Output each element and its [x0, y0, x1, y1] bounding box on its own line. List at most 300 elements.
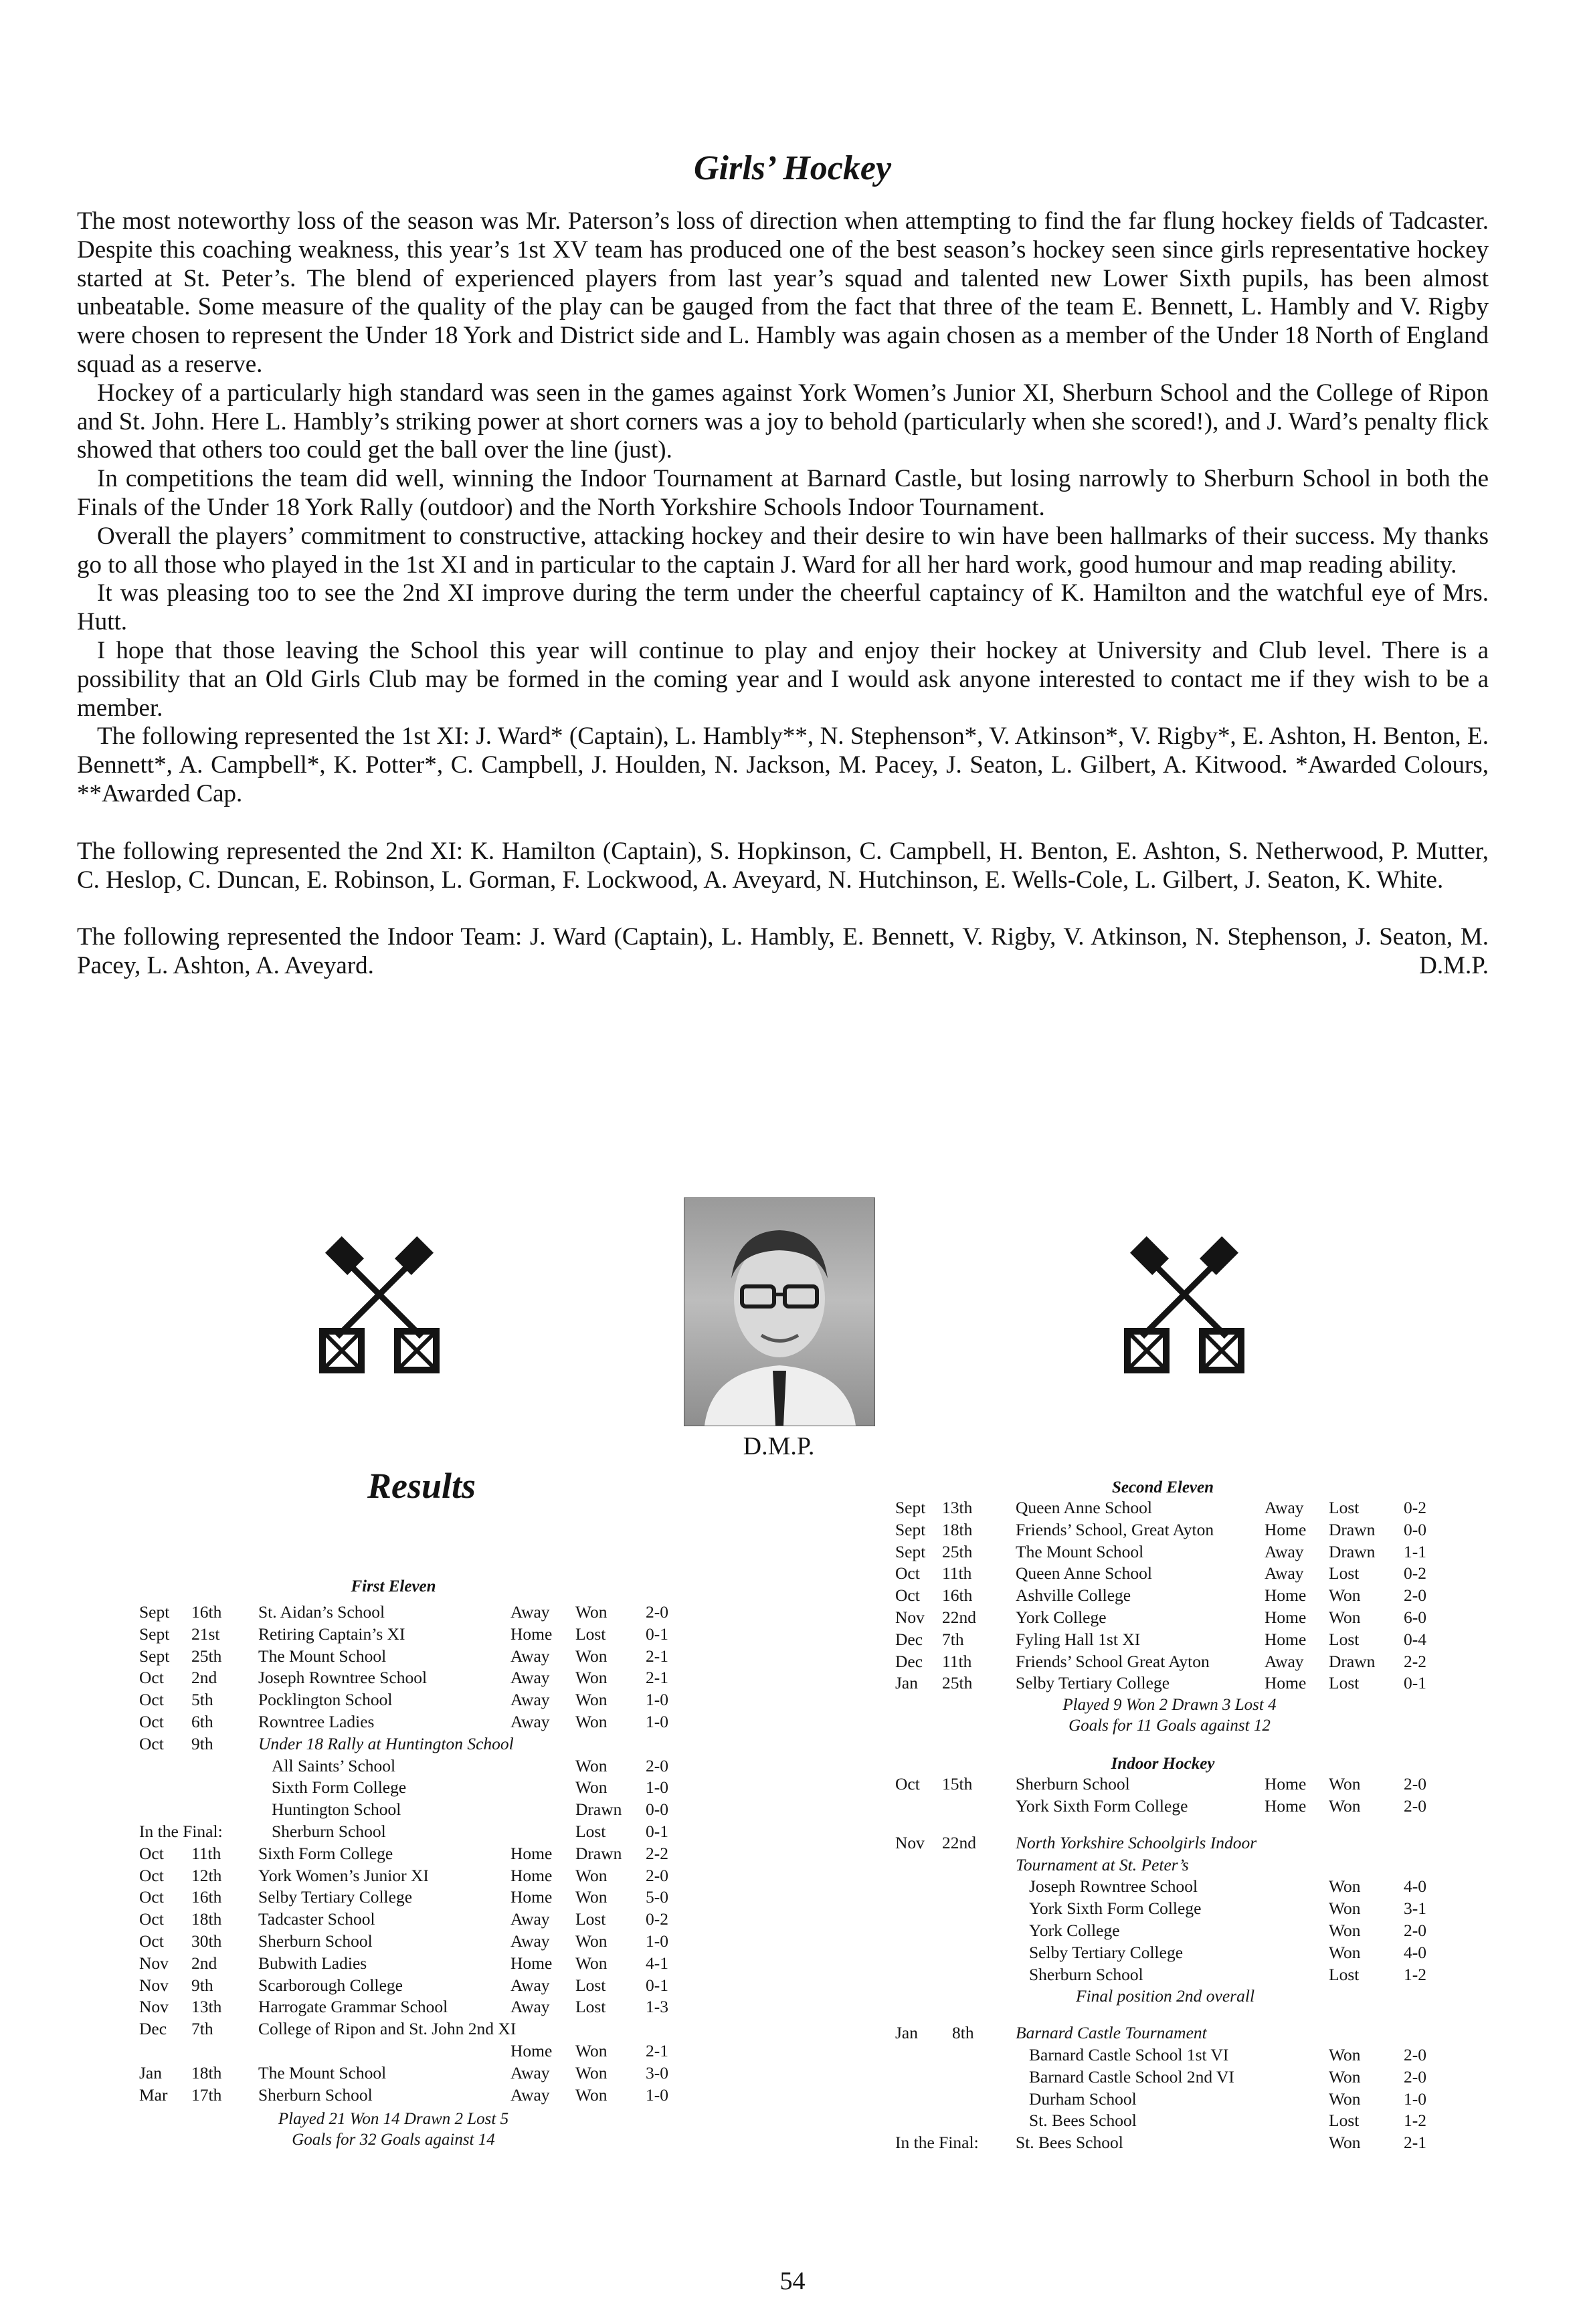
result: Won: [575, 1690, 608, 1710]
venue: Home: [510, 2040, 553, 2060]
venue: Away: [1265, 1563, 1304, 1583]
day: 11th: [191, 1843, 221, 1863]
month: Jan: [895, 2023, 918, 2043]
paragraph-indoor-team: [77, 923, 1489, 981]
venue: Away: [510, 1668, 550, 1688]
day: 12th: [191, 1865, 222, 1885]
venue: Away: [1265, 1498, 1304, 1517]
month: Oct: [139, 1690, 164, 1710]
first-eleven-summary-played: Played 21 Won 14 Drawn 2 Lost 5: [278, 2110, 509, 2129]
month: Oct: [139, 1909, 164, 1929]
day: 30th: [191, 1931, 222, 1951]
venue: Away: [510, 2062, 550, 2083]
photo-caption: D.M.P.: [743, 1432, 815, 1460]
second-eleven-summary-played: Played 9 Won 2 Drawn 3 Lost 4: [1062, 1696, 1277, 1715]
result: Won: [1329, 1585, 1361, 1606]
day: 8th: [952, 2023, 974, 2043]
score: 1-0: [646, 1690, 668, 1710]
venue: Home: [1265, 1519, 1307, 1539]
paragraph: Hockey of a particularly high standard was seen in the games against York Women’s Junior XI, Sherburn School and the College of Ripon and St. John. Here L. Hambly’s striking power at short corners was a joy to behold (particularly when she scored!), and J. Ward’s penalty flick showed that others too could get the ball over the line (just).: [77, 379, 1489, 464]
score: 0-1: [646, 1821, 668, 1841]
page-number: 54: [779, 2267, 806, 2295]
table-row: [139, 1602, 674, 1624]
venue: Home: [1265, 1774, 1307, 1794]
opponent: St. Bees School: [1016, 2133, 1123, 2153]
month: Sept: [139, 1602, 170, 1622]
day: 18th: [191, 2062, 222, 2083]
score: 1-0: [646, 1931, 668, 1951]
score: 2-1: [646, 2040, 668, 2060]
paragraph: It was pleasing too to see the 2nd XI improve during the term under the cheerful captaincy of K. Hamilton and the watchful eye of Mrs. Hutt.: [77, 579, 1489, 636]
table-row: [895, 1773, 1471, 1796]
month: Oct: [139, 1843, 164, 1863]
result: Won: [575, 2040, 608, 2060]
opponent: Fyling Hall 1st XI: [1016, 1629, 1141, 1649]
table-row: [139, 1843, 674, 1865]
indoor-team-text: The following represented the Indoor Team: J. Ward (Captain), L. Hambly, E. Bennett, V. Rigby, V. Atkinson, N. Stephenson, J. Seaton, M. Pacey, L. Ashton, A. Aveyard.: [77, 923, 1489, 980]
table-row: [895, 2066, 1471, 2089]
venue: Away: [510, 1997, 550, 2017]
table-row: [139, 1667, 674, 1689]
score: 2-0: [1404, 1920, 1426, 1940]
barnard-rows: [895, 2044, 1471, 2132]
opponent: Selby Tertiary College: [1029, 1942, 1184, 1962]
table-row: [139, 2085, 674, 2107]
final-position: Final position 2nd overall: [1076, 1986, 1255, 2006]
day: 22nd: [942, 1607, 976, 1627]
table-row: [139, 1865, 674, 1887]
opponent: Friends’ School, Great Ayton: [1016, 1519, 1214, 1539]
north-yorks-final-position: [895, 1986, 1471, 2008]
paragraph: In competitions the team did well, winning the Indoor Tournament at Barnard Castle, but losing narrowly to Sherburn School in both the Finals of the Under 18 York Rally (outdoor) and the North Yorkshire Schools Indoor Tournament.: [77, 465, 1489, 521]
portrait-photo: [684, 1197, 875, 1426]
opponent: St. Aidan’s School: [258, 1602, 385, 1622]
north-yorks-rows: [895, 1876, 1471, 1986]
table-row: [895, 1876, 1471, 1898]
table-row: [139, 2040, 674, 2062]
indoor-hockey-heading: Indoor Hockey: [1111, 1755, 1215, 1773]
result: Won: [1329, 1876, 1361, 1897]
score: 1-0: [646, 2085, 668, 2105]
opponent: The Mount School: [1016, 1541, 1144, 1561]
score: 1-2: [1404, 1964, 1426, 1984]
result: Lost: [575, 1975, 606, 1995]
day: 7th: [191, 2019, 213, 2039]
opponent: York Sixth Form College: [1016, 1796, 1188, 1816]
table-row: [139, 1755, 674, 1777]
score: 1-3: [646, 1997, 668, 2017]
day: 18th: [942, 1519, 973, 1539]
table-row: [139, 1777, 674, 1799]
venue: Home: [1265, 1585, 1307, 1606]
score: 2-0: [1404, 1774, 1426, 1794]
opponent: Joseph Rowntree School: [258, 1668, 428, 1688]
table-row: [895, 1519, 1471, 1541]
venue: Away: [510, 1975, 550, 1995]
opponent: St. Bees School: [1029, 2111, 1137, 2131]
result: Won: [575, 1602, 608, 1622]
month: Jan: [139, 2062, 162, 2083]
opponent: Pocklington School: [258, 1690, 393, 1710]
score: 2-0: [1404, 1585, 1426, 1606]
table-row: [139, 1646, 674, 1668]
opponent: Sherburn School: [258, 2085, 373, 2105]
day: 11th: [942, 1651, 972, 1671]
first-eleven-rows: [139, 1602, 674, 2106]
month: Oct: [895, 1563, 920, 1583]
venue: Away: [510, 1646, 550, 1666]
opponent: Queen Anne School: [1016, 1563, 1152, 1583]
score: 0-1: [646, 1624, 668, 1644]
month: Mar: [139, 2085, 168, 2105]
table-row: [895, 1563, 1471, 1585]
month: Oct: [139, 1931, 164, 1951]
month: Sept: [895, 1519, 926, 1539]
month: Dec: [139, 2019, 167, 2039]
month: Nov: [895, 1832, 925, 1852]
portrait-figure: [684, 1198, 874, 1426]
result: Won: [575, 1646, 608, 1666]
table-row: [139, 1733, 674, 1755]
opponent: Harrogate Grammar School: [258, 1997, 448, 2017]
second-eleven-summary-goals: Goals for 11 Goals against 12: [1068, 1717, 1271, 1735]
month: Oct: [895, 1774, 920, 1794]
result: Won: [1329, 2089, 1361, 2109]
crossed-keys-emblem-right: [1107, 1231, 1261, 1385]
result: Won: [1329, 2133, 1361, 2153]
opponent: Bubwith Ladies: [258, 1953, 367, 1973]
day: 2nd: [191, 1953, 217, 1973]
score: 0-2: [646, 1909, 668, 1929]
month: Dec: [895, 1629, 923, 1649]
indoor-hockey-rows: [895, 1773, 1471, 1818]
month: Sept: [139, 1646, 170, 1666]
score: 2-2: [646, 1843, 668, 1863]
opponent: Selby Tertiary College: [258, 1887, 413, 1907]
table-row: [139, 1996, 674, 2018]
opponent: York Sixth Form College: [1029, 1899, 1202, 1919]
opponent: Sherburn School: [258, 1931, 373, 1951]
table-row: [139, 2062, 674, 2085]
score: 2-0: [1404, 1796, 1426, 1816]
day: 18th: [191, 1909, 222, 1929]
opponent: Sherburn School: [272, 1821, 386, 1841]
opponent: Barnard Castle School 2nd VI: [1029, 2066, 1234, 2087]
month: Oct: [139, 1733, 164, 1753]
day: 13th: [942, 1498, 973, 1517]
result: Won: [575, 1711, 608, 1731]
score: 4-0: [1404, 1942, 1426, 1962]
result: Won: [575, 2085, 608, 2105]
month: Oct: [139, 1668, 164, 1688]
opponent: Joseph Rowntree School: [1029, 1876, 1198, 1897]
table-row: [895, 1651, 1471, 1673]
month: Nov: [139, 1997, 169, 2017]
month: Oct: [139, 1887, 164, 1907]
table-row: [895, 2044, 1471, 2066]
day: 16th: [942, 1585, 973, 1606]
venue: Home: [1265, 1673, 1307, 1693]
opponent: Barnard Castle School 1st VI: [1029, 2044, 1229, 2064]
article-body: [77, 207, 1489, 981]
opponent: Durham School: [1029, 2089, 1137, 2109]
result: Lost: [575, 1821, 606, 1841]
crossed-keys-emblem-left: [302, 1231, 456, 1385]
day: 15th: [942, 1774, 973, 1794]
result: Lost: [1329, 1563, 1360, 1583]
venue: Home: [510, 1624, 553, 1644]
score: 2-0: [1404, 2066, 1426, 2087]
month: Nov: [139, 1953, 169, 1973]
result: Won: [1329, 1920, 1361, 1940]
opponent: York College: [1029, 1920, 1120, 1940]
result: Won: [1329, 1942, 1361, 1962]
table-row: [139, 1624, 674, 1646]
score: 1-1: [1404, 1541, 1426, 1561]
month: Sept: [895, 1541, 926, 1561]
table-row: [139, 1711, 674, 1733]
venue: Home: [1265, 1607, 1307, 1627]
table-row: [139, 1886, 674, 1909]
result: Won: [575, 1865, 608, 1885]
score: 1-0: [646, 1777, 668, 1798]
barnard-header-row: [895, 2022, 1471, 2044]
day: 25th: [942, 1673, 973, 1693]
day: 21st: [191, 1624, 220, 1644]
opponent: Queen Anne School: [1016, 1498, 1152, 1517]
table-row: [895, 1629, 1471, 1651]
day: 5th: [191, 1690, 213, 1710]
venue: Away: [510, 1931, 550, 1951]
venue: Home: [510, 1953, 553, 1973]
paragraph: The following represented the 1st XI: J. Ward* (Captain), L. Hambly**, N. Stephenson*, V. Atkinson*, V. Rigby*, E. Ashton, H. Benton, E. Bennett*, A. Campbell*, K. Potter*, C. Campbell, J. Houlden, N. Jackson, M. Pacey, J. Seaton, L. Gilbert, A. Kitwood. *Awarded Colours, **Awarded Cap.: [77, 722, 1489, 807]
final-label: In the Final:: [895, 2133, 979, 2153]
score: 4-0: [1404, 1876, 1426, 1897]
result: Drawn: [1329, 1519, 1376, 1539]
result: Lost: [1329, 1964, 1360, 1984]
barnard-final-row: [895, 2132, 1471, 2154]
month: Nov: [895, 1607, 925, 1627]
venue: Away: [1265, 1541, 1304, 1561]
venue: Home: [510, 1865, 553, 1885]
result: Won: [575, 1755, 608, 1775]
day: 9th: [191, 1975, 213, 1995]
score: 0-1: [1404, 1673, 1426, 1693]
table-row: [139, 1975, 674, 1997]
opponent: Sherburn School: [1029, 1964, 1143, 1984]
venue: Away: [510, 1909, 550, 1929]
table-row: [895, 1898, 1471, 1920]
second-eleven-table: [895, 1478, 1471, 2154]
table-row: [895, 1497, 1471, 1519]
day: 6th: [191, 1711, 213, 1731]
result: Won: [1329, 1607, 1361, 1627]
result: Won: [1329, 1899, 1361, 1919]
score: 0-1: [646, 1975, 668, 1995]
table-row: [139, 1931, 674, 1953]
score: 2-1: [646, 1646, 668, 1666]
paragraph: The most noteworthy loss of the season was Mr. Paterson’s loss of direction when attempting to find the far flung hockey fields of Tadcaster. Despite this coaching weakness, this year’s 1st XV team has produced one of the best season’s hockey seen since girls representative hockey started at St. Peter’s. The blend of experienced players from last year’s squad and talented new Lower Sixth pupils, has been almost unbeatable. Some measure of the quality of the play can be gauged from the fact that three of the team E. Bennett, L. Hambly and V. Rigby were chosen to represent the Under 18 York and District side and L. Hambly was again chosen as a member of the Under 18 North of England squad as a reserve.: [77, 207, 1489, 378]
opponent: Sixth Form College: [258, 1843, 393, 1863]
opponent: College of Ripon and St. John 2nd XI: [258, 2019, 517, 2039]
venue: Home: [510, 1843, 553, 1863]
table-row: [895, 1672, 1471, 1694]
score: 1-0: [1404, 2089, 1426, 2109]
score: 2-0: [646, 1755, 668, 1775]
north-yorks-header-row: [895, 1832, 1471, 1854]
result: Won: [1329, 1796, 1361, 1816]
opponent: York College: [1016, 1607, 1107, 1627]
opponent: York Women’s Junior XI: [258, 1865, 429, 1885]
table-row: [895, 1942, 1471, 1964]
score: 2-2: [1404, 1651, 1426, 1671]
table-row: [139, 2018, 674, 2040]
day: 25th: [191, 1646, 222, 1666]
opponent: Ashville College: [1016, 1585, 1131, 1606]
score: 5-0: [646, 1887, 668, 1907]
score: 1-2: [1404, 2111, 1426, 2131]
table-row: [139, 1799, 674, 1821]
first-eleven-summary-goals: Goals for 32 Goals against 14: [292, 2131, 495, 2149]
paragraph: Overall the players’ commitment to constructive, attacking hockey and their desire to win have been hallmarks of their success. My thanks go to all those who played in the 1st XI and in particular to the captain J. Ward for all her hard work, good humour and map reading ability.: [77, 522, 1489, 579]
table-row: [895, 1607, 1471, 1629]
day: 13th: [191, 1997, 222, 2017]
tournament-title: Tournament at St. Peter’s: [1016, 1854, 1189, 1874]
table-row: [895, 1585, 1471, 1607]
venue: Away: [510, 1711, 550, 1731]
tournament-title: North Yorkshire Schoolgirls Indoor: [1016, 1832, 1257, 1852]
result: Lost: [1329, 1629, 1360, 1649]
month: Jan: [895, 1673, 918, 1693]
opponent: Huntington School: [272, 1800, 401, 1820]
paragraph: The following represented the 2nd XI: K. Hamilton (Captain), S. Hopkinson, C. Campbell, H. Benton, E. Ashton, S. Netherwood, P. Mutter, C. Heslop, C. Duncan, E. Robinson, L. Gorman, F. Lockwood, A. Aveyard, N. Hutchinson, E. Wells-Cole, L. Gilbert, J. Seaton, K. White.: [77, 837, 1489, 894]
venue: Away: [510, 1602, 550, 1622]
second-eleven-rows: [895, 1497, 1471, 1694]
day: 2nd: [191, 1668, 217, 1688]
result: Lost: [1329, 1673, 1360, 1693]
venue: Home: [510, 1887, 553, 1907]
day: 25th: [942, 1541, 973, 1561]
venue: Away: [1265, 1651, 1304, 1671]
score: 1-0: [646, 1711, 668, 1731]
opponent: Rowntree Ladies: [258, 1711, 375, 1731]
month: Oct: [139, 1865, 164, 1885]
day: 11th: [942, 1563, 972, 1583]
opponent: Tadcaster School: [258, 1909, 375, 1929]
score: 4-1: [646, 1953, 668, 1973]
tournament-title: Barnard Castle Tournament: [1016, 2023, 1207, 2043]
result: Lost: [575, 1997, 606, 2017]
result: Drawn: [575, 1843, 622, 1863]
result: Won: [575, 2062, 608, 2083]
paragraph: I hope that those leaving the School this year will continue to play and enjoy their hockey at University and Club level. There is a possibility that an Old Girls Club may be formed in the coming year and I would ask anyone interested to contact me if they wish to be a member.: [77, 636, 1489, 722]
day: 7th: [942, 1629, 964, 1649]
north-yorks-subheader-row: [895, 1854, 1471, 1876]
result: Lost: [575, 1624, 606, 1644]
month: Dec: [895, 1651, 923, 1671]
score: 3-1: [1404, 1899, 1426, 1919]
score: 6-0: [1404, 1607, 1426, 1627]
result: Won: [1329, 2044, 1361, 2064]
score: 2-0: [646, 1602, 668, 1622]
score: 2-1: [1404, 2133, 1426, 2153]
venue: Away: [510, 1690, 550, 1710]
score: 0-0: [1404, 1519, 1426, 1539]
table-row: [139, 1689, 674, 1711]
table-row: [139, 1821, 674, 1843]
day: 22nd: [942, 1832, 976, 1852]
month: Oct: [139, 1711, 164, 1731]
result: Won: [575, 1887, 608, 1907]
opponent: Sherburn School: [1016, 1774, 1130, 1794]
opponent: Sixth Form College: [272, 1777, 407, 1798]
day: 17th: [191, 2085, 222, 2105]
result: Drawn: [1329, 1651, 1376, 1671]
table-row: [895, 1796, 1471, 1818]
venue: Home: [1265, 1796, 1307, 1816]
result: Lost: [575, 1909, 606, 1929]
opponent: Retiring Captain’s XI: [258, 1624, 405, 1644]
table-row: [139, 1953, 674, 1975]
table-row: [895, 1920, 1471, 1942]
result: Lost: [1329, 1498, 1360, 1517]
score: 0-2: [1404, 1498, 1426, 1517]
month: Sept: [895, 1498, 926, 1517]
result: Won: [1329, 2066, 1361, 2087]
score: 2-0: [1404, 2044, 1426, 2064]
results-title: Results: [367, 1466, 476, 1506]
result: Won: [575, 1668, 608, 1688]
day: 16th: [191, 1602, 222, 1622]
score: 3-0: [646, 2062, 668, 2083]
venue: Away: [510, 2085, 550, 2105]
opponent: The Mount School: [258, 2062, 387, 2083]
month: Sept: [139, 1624, 170, 1644]
first-eleven-table: [139, 1577, 674, 2150]
article-title: Girls’ Hockey: [693, 149, 892, 187]
table-row: [895, 1964, 1471, 1986]
opponent: All Saints’ School: [272, 1755, 396, 1775]
month: Oct: [895, 1585, 920, 1606]
score: 0-4: [1404, 1629, 1426, 1649]
result: Won: [575, 1931, 608, 1951]
day: 9th: [191, 1733, 213, 1753]
opponent: Friends’ School Great Ayton: [1016, 1651, 1210, 1671]
score: 0-0: [646, 1800, 668, 1820]
result: Won: [575, 1777, 608, 1798]
result: Drawn: [1329, 1541, 1376, 1561]
table-row: [139, 1909, 674, 1931]
table-row: [895, 1541, 1471, 1563]
score: 2-1: [646, 1668, 668, 1688]
opponent: The Mount School: [258, 1646, 387, 1666]
venue: Home: [1265, 1629, 1307, 1649]
signoff: D.M.P.: [1419, 952, 1489, 980]
opponent: Under 18 Rally at Huntington School: [258, 1733, 514, 1753]
month: In the Final:: [139, 1821, 223, 1841]
opponent: Scarborough College: [258, 1975, 403, 1995]
result: Drawn: [575, 1800, 622, 1820]
score: 0-2: [1404, 1563, 1426, 1583]
day: 16th: [191, 1887, 222, 1907]
table-row: [895, 2089, 1471, 2111]
result: Won: [575, 1953, 608, 1973]
second-eleven-heading: Second Eleven: [1111, 1478, 1214, 1496]
table-row: [895, 2110, 1471, 2132]
result: Lost: [1329, 2111, 1360, 2131]
month: Nov: [139, 1975, 169, 1995]
score: 2-0: [646, 1865, 668, 1885]
